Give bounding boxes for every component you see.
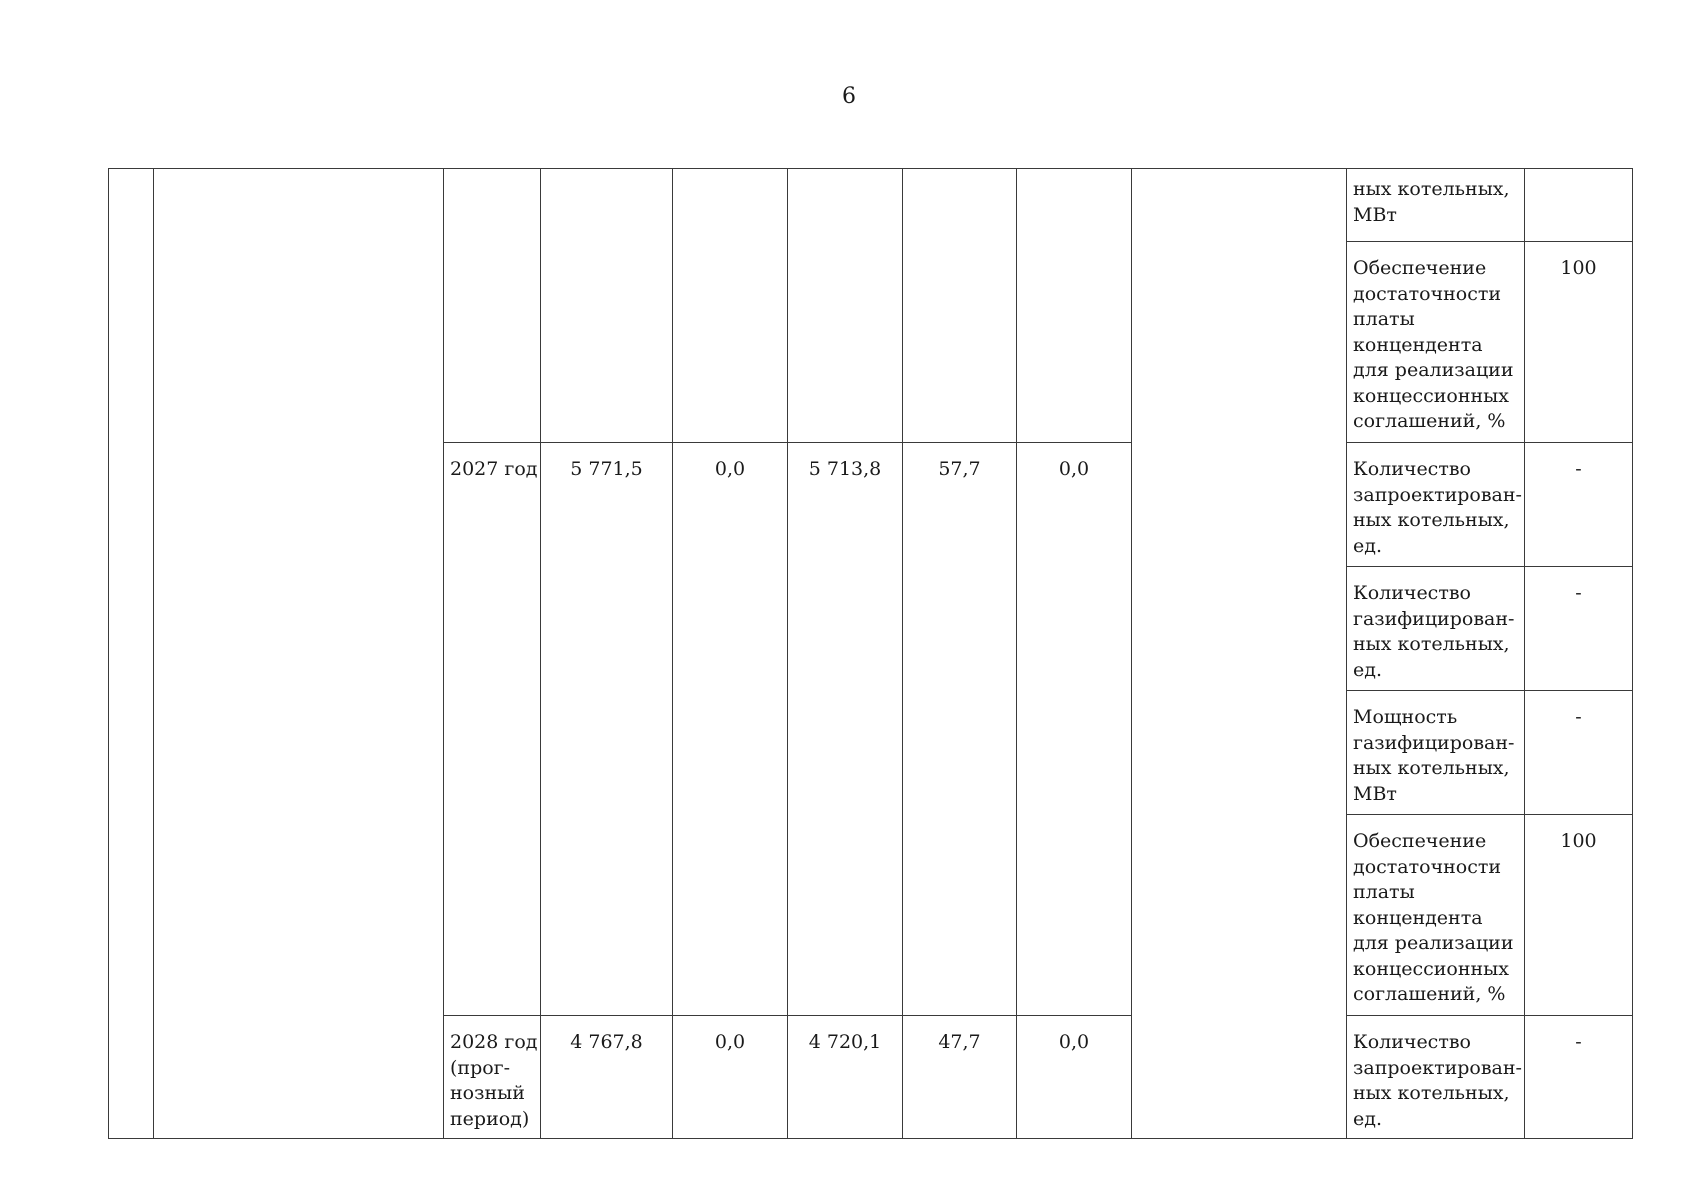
total-cell xyxy=(541,169,673,443)
indicator-value: - xyxy=(1525,691,1633,815)
funding-cell: 47,7 xyxy=(903,1016,1017,1139)
funding-cell: 5 713,8 xyxy=(788,443,903,1016)
indicator-value: - xyxy=(1525,1016,1633,1139)
budget-table xyxy=(108,168,1633,1139)
indicator-value: - xyxy=(1525,443,1633,567)
funding-cell xyxy=(903,169,1017,443)
year-cell: 2027 год xyxy=(444,443,541,1016)
indicator-value: - xyxy=(1525,567,1633,691)
indicator-value: 100 xyxy=(1525,815,1633,1016)
funding-cell xyxy=(673,169,788,443)
indicator-name: Количество запроектирован-ных котельных, ед. xyxy=(1347,443,1525,567)
row-number-cell xyxy=(109,169,154,1139)
funding-cell: 4 720,1 xyxy=(788,1016,903,1139)
activity-name-cell xyxy=(154,169,444,1139)
funding-cell xyxy=(788,169,903,443)
year-cell: 2028 год (прог-нозный период) xyxy=(444,1016,541,1139)
indicator-name: ных котельных, МВт xyxy=(1347,169,1525,242)
indicator-name: Количество газифицирован-ных котельных, ед. xyxy=(1347,567,1525,691)
indicator-value: 100 xyxy=(1525,242,1633,443)
total-cell: 4 767,8 xyxy=(541,1016,673,1139)
page-number: 6 xyxy=(842,84,856,109)
indicator-name: Мощность газифицирован-ных котельных, МВт xyxy=(1347,691,1525,815)
funding-cell: 57,7 xyxy=(903,443,1017,1016)
indicator-name: Количество запроектирован-ных котельных, ед. xyxy=(1347,1016,1525,1139)
funding-cell: 0,0 xyxy=(1017,443,1132,1016)
funding-cell: 0,0 xyxy=(673,443,788,1016)
table-row xyxy=(109,169,1633,242)
indicator-value xyxy=(1525,169,1633,242)
funding-cell xyxy=(1017,169,1132,443)
year-cell xyxy=(444,169,541,443)
funding-cell: 0,0 xyxy=(673,1016,788,1139)
indicator-name: Обеспечение достаточности платы концендента для реализации концессионных соглашений, % xyxy=(1347,242,1525,443)
executor-cell xyxy=(1132,169,1347,1139)
funding-cell: 0,0 xyxy=(1017,1016,1132,1139)
total-cell: 5 771,5 xyxy=(541,443,673,1016)
indicator-name: Обеспечение достаточности платы концендента для реализации концессионных соглашений, % xyxy=(1347,815,1525,1016)
